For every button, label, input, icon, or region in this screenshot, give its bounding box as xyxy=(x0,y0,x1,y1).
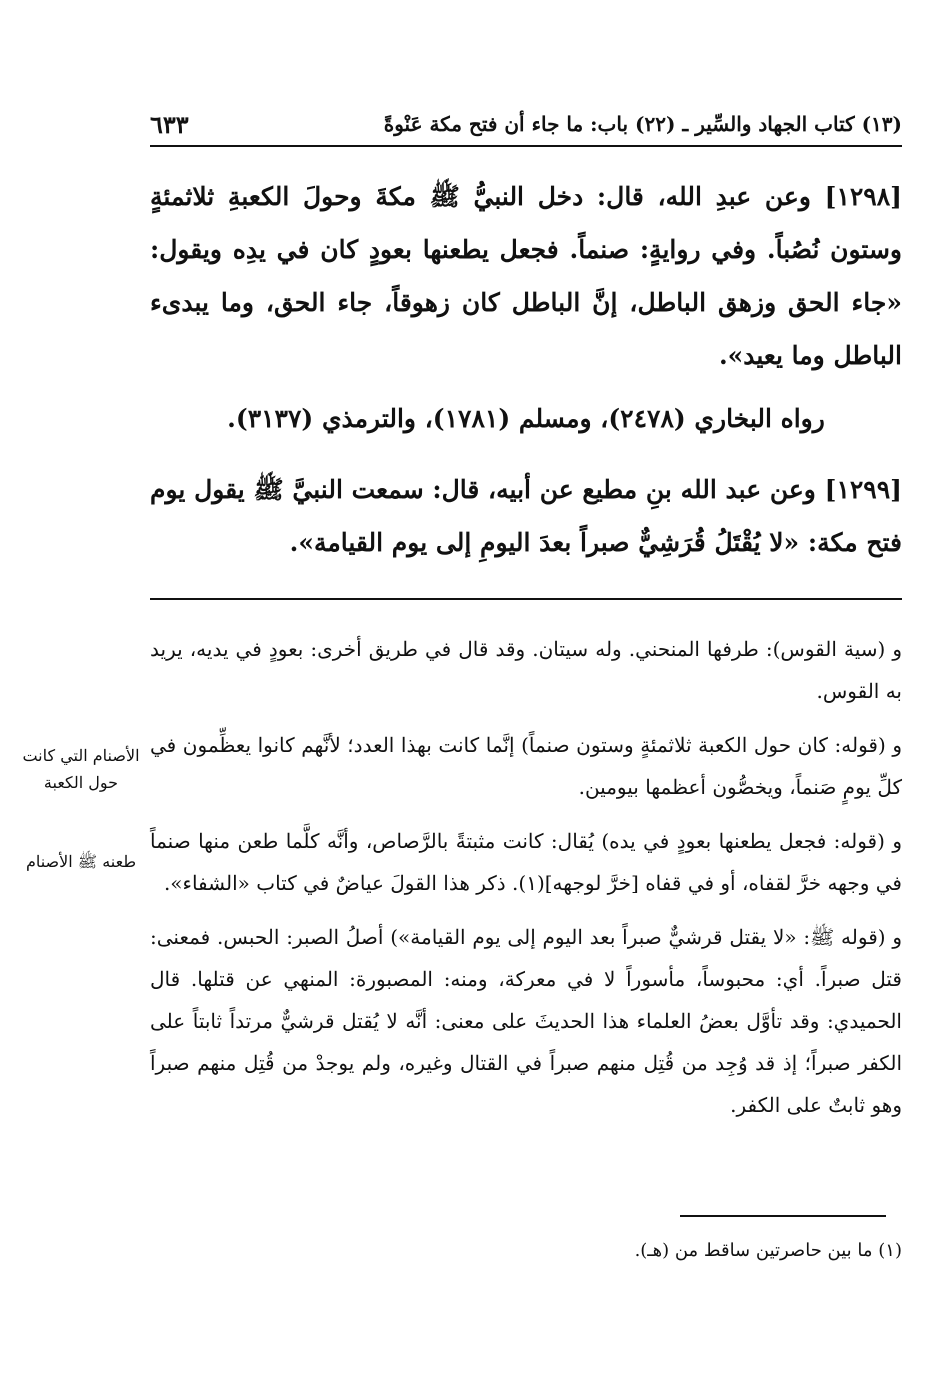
header-rule xyxy=(150,145,902,147)
page-number: ٦٣٣ xyxy=(150,110,189,139)
page-header xyxy=(150,108,902,142)
section-divider xyxy=(150,598,902,600)
hadith-section xyxy=(150,170,902,569)
running-title: (١٣) كتاب الجهاد والسِّير ـ (٢٢) باب: ما جاء أن فتح مكة عَنْوةً xyxy=(383,112,902,136)
commentary-paragraph-1: و (سية القوس): طرفها المنحني. وله سيتان. وقد قال في طريق أخرى: بعودٍ في يديه، يريد به القوس. xyxy=(150,637,903,703)
commentary-paragraph-4: و (قوله ﷺ: «لا يقتل قرشيٌّ صبراً بعد اليوم إلى يوم القيامة») أصلُ الصبر: الحبس. فمعنى: قتل صبراً. أي: محبوساً، مأسوراً لا في معركة، ومنه: المصبورة: المنهي عن قتلها. قال الحميدي: وقد تأوَّل بعضُ العلماء هذا الحديثَ على معنى: أنَّه لا يُقتل قرشيٌّ مرتداً ثابتاً على الكفر صبراً؛ إذ قد وُجِد من قُتِل منهم صبراً في القتال وغيره، ولم يوجدْ من قُتِل منهم صبراً وهو ثابتٌ على الكفر. xyxy=(150,925,902,1117)
commentary-section xyxy=(150,628,902,1138)
commentary-paragraph-3: و (قوله: فجعل يطعنها بعودٍ في يده) يُقال: كانت مثبتةً بالرَّصاص، وأنَّه كلَّما طعن منها صنماً في وجهه خرَّ لقفاه، أو في قفاه [خرَّ لوجهه](١). ذكر هذا القولَ عياضٌ في كتاب «الشفاء». xyxy=(150,829,902,895)
margin-note-idols: الأصنام التي كانت حول الكعبة xyxy=(22,746,140,792)
hadith-1299: [١٢٩٩] وعن عبد الله بنِ مطيع عن أبيه، قال: سمعت النبيَّ ﷺ يقول يوم فتح مكة: «لا يُقْتَلُ قُرَشِيٌّ صبراً بعدَ اليومِ إلى يوم القيامة». xyxy=(150,475,902,557)
hadith-1298-source: رواه البخاري (٢٤٧٨)، ومسلم (١٧٨١)، والترمذي (٣١٣٧). xyxy=(227,404,825,433)
hadith-1298: [١٢٩٨] وعن عبدِ الله، قال: دخل النبيُّ ﷺ مكةَ وحولَ الكعبةِ ثلاثمئةٍ وستون نُصُباً. وفي روايةٍ: صنماً. فجعل يطعنها بعودٍ كان في يدِه ويقول: «جاء الحق وزهق الباطل، إنَّ الباطل كان زهوقاً، جاء الحق، وما يبدىء الباطل وما يعيد». xyxy=(150,182,902,370)
commentary-paragraph-2: و (قوله: كان حول الكعبة ثلاثمئةٍ وستون صنماً) إنَّما كانت بهذا العدد؛ لأنَّهم كانوا يعظِّمون في كلِّ يومٍ صَنماً، ويخصُّون أعظمها بيومين. xyxy=(150,733,902,799)
margin-note-striking: طعنه ﷺ الأصنام xyxy=(25,852,137,871)
footnote: (١) ما بين حاصرتين ساقط من (هـ). xyxy=(634,1240,902,1261)
footnote-rule xyxy=(680,1215,886,1217)
